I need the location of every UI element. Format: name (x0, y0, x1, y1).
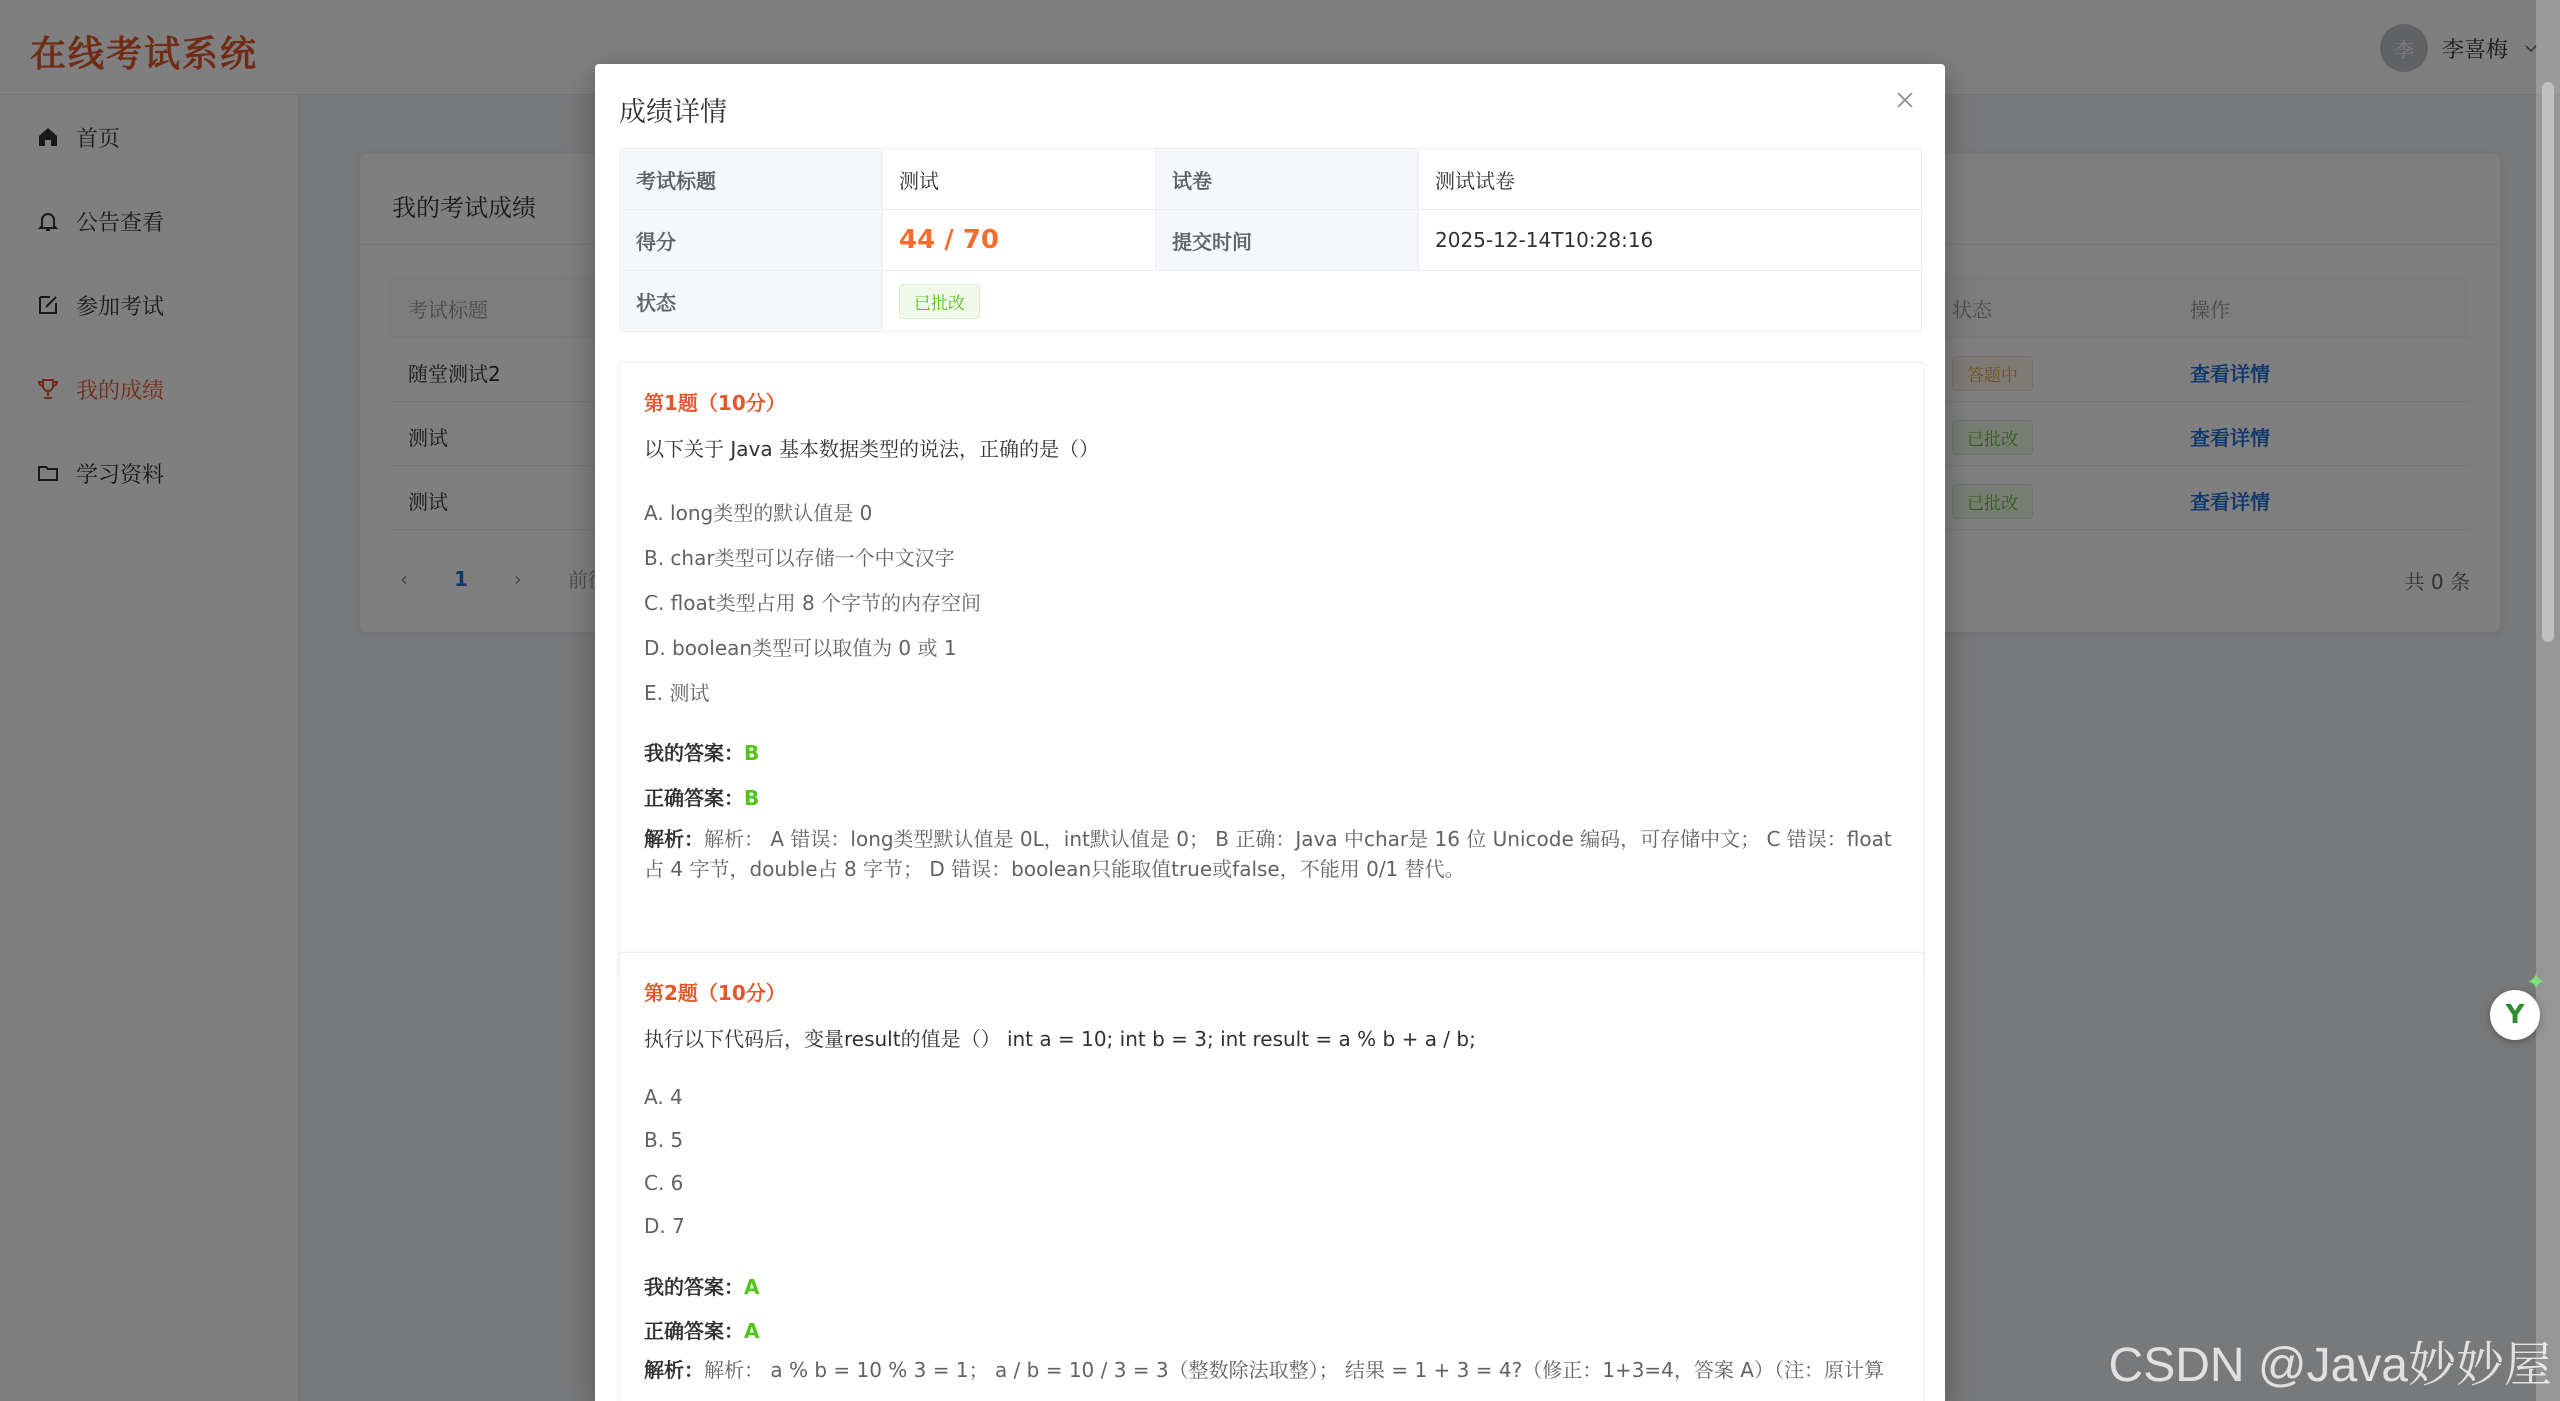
watermark: CSDN @Java妙妙屋 (2108, 1339, 2552, 1392)
submit-time-value: 2025-12-14T10:28:16 (1419, 210, 1922, 271)
exam-title-value: 测试 (883, 149, 1156, 210)
paper-label: 试卷 (1156, 149, 1419, 210)
correct-answer (644, 1315, 759, 1344)
correct-answer-value: B (744, 786, 760, 810)
question-card-1 (619, 362, 1924, 974)
question-card-2 (619, 952, 1924, 1401)
question-option: E. 测试 (644, 681, 710, 705)
correct-answer-label: 正确答案： (644, 1319, 744, 1343)
score-label: 得分 (620, 210, 883, 271)
floating-assistant-button[interactable]: Y (2490, 990, 2540, 1040)
analysis-text: 解析： a % b = 10 % 3 = 1； a / b = 10 / 3 = 3（整数除法取整）； 结果 = 1 + 3 = 4?（修正：1+3=4，答案 A）（注：原计算 (704, 1358, 1884, 1382)
question-header: 第1题（10分） (644, 391, 786, 415)
question-option: B. 5 (644, 1128, 684, 1152)
analysis (644, 824, 1899, 884)
question-option: D. 7 (644, 1214, 685, 1238)
analysis (644, 1355, 1899, 1385)
score-value: 44 / 70 (883, 210, 1156, 271)
question-header: 第2题（10分） (644, 981, 786, 1005)
my-answer (644, 737, 759, 766)
dialog-title: 成绩详情 (619, 97, 727, 128)
submit-time-label: 提交时间 (1156, 210, 1419, 271)
question-option: A. long类型的默认值是 0 (644, 501, 873, 525)
my-answer-label: 我的答案： (644, 741, 744, 765)
my-answer-value: B (744, 741, 760, 765)
my-answer-label: 我的答案： (644, 1275, 744, 1299)
question-stem: 以下关于 Java 基本数据类型的说法，正确的是（） (644, 437, 1099, 461)
question-option: C. float类型占用 8 个字节的内存空间 (644, 591, 982, 615)
question-option: C. 6 (644, 1171, 684, 1195)
close-icon[interactable] (1891, 86, 1919, 114)
correct-answer-label: 正确答案： (644, 786, 744, 810)
my-answer-value: A (744, 1275, 760, 1299)
analysis-label: 解析： (644, 827, 704, 851)
grade-detail-dialog (595, 64, 1945, 1401)
exam-title-label: 考试标题 (620, 149, 883, 210)
analysis-label: 解析： (644, 1358, 704, 1382)
question-option: D. boolean类型可以取值为 0 或 1 (644, 636, 957, 660)
question-option: B. char类型可以存储一个中文汉字 (644, 546, 955, 570)
my-answer (644, 1271, 759, 1300)
scrollbar-thumb[interactable] (2542, 82, 2554, 642)
correct-answer-value: A (744, 1319, 760, 1343)
exam-info-table (619, 148, 1922, 332)
question-stem: 执行以下代码后，变量result的值是（） int a = 10; int b = 3; int result = a % b + a / b; (644, 1027, 1476, 1051)
correct-answer (644, 782, 759, 811)
sparkle-icon: ✦ (2526, 968, 2547, 996)
status-badge: 已批改 (899, 284, 980, 319)
paper-value: 测试试卷 (1419, 149, 1922, 210)
analysis-text: 解析： A 错误：long类型默认值是 0L，int默认值是 0； B 正确：Java 中char是 16 位 Unicode 编码，可存储中文； C 错误：float 占 4 字节，double占 8 字节； D 错误：boolean只能取值true或false，不能用 0/1 替代。 (644, 827, 1892, 881)
status-label: 状态 (620, 271, 883, 332)
question-option: A. 4 (644, 1085, 683, 1109)
